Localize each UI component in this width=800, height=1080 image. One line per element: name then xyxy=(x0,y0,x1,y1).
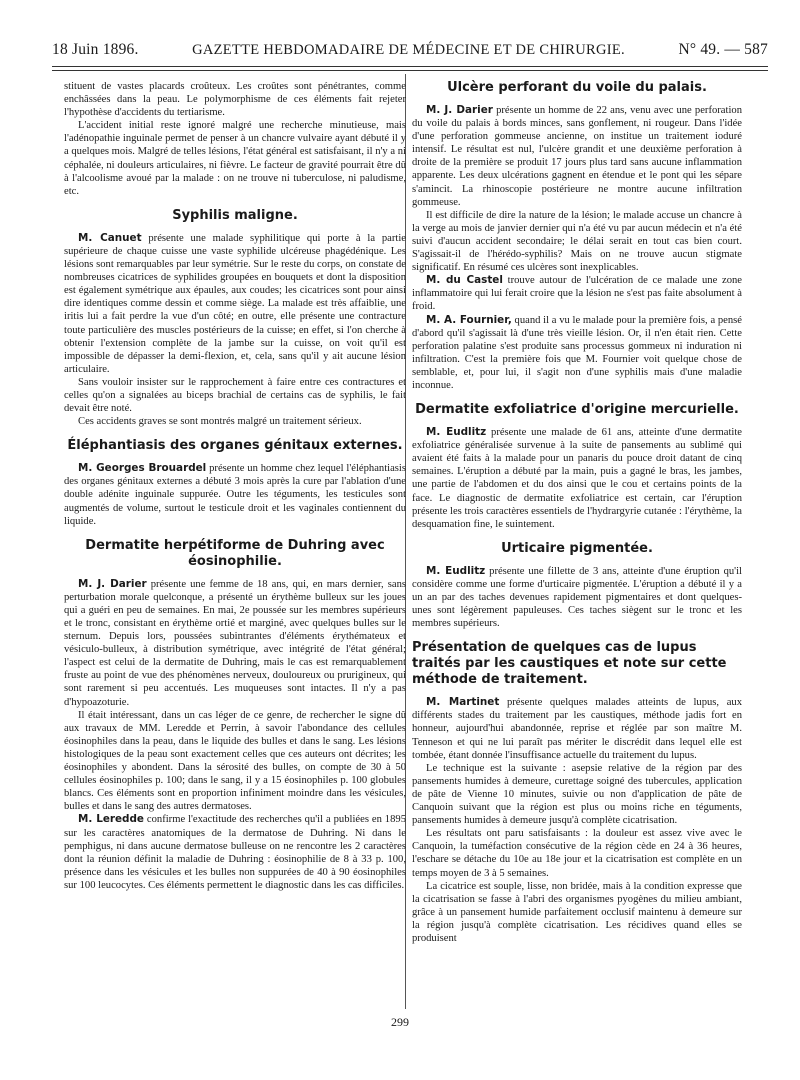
page-header xyxy=(52,38,768,62)
speaker-name: M. Eudlitz xyxy=(426,564,486,577)
speaker-name: M. Georges Brouardel xyxy=(78,462,207,475)
speaker-name: M. J. Darier xyxy=(78,577,147,590)
speaker-name: M. A. Fournier, xyxy=(426,313,512,326)
speaker-name: M. Canuet xyxy=(78,231,142,244)
paragraph xyxy=(412,274,742,313)
paragraph: La cicatrice est souple, lisse, non bridée, mais à la condition expresse que la cicatrisation se fasse à l'abri des organismes pyogènes du milieu ambiant, grâce à un pansement humide parfaitement occlusif maintenu à demeure sur la région jusqu'à complète cicatrisation. Les récidives quand elles se produisent xyxy=(412,880,742,944)
section-heading-urticaire: Urticaire pigmentée. xyxy=(501,540,653,556)
paragraph: stituent de vastes placards croûteux. Les croûtes sont pénétrantes, comme enchâssées dans la peau. Le polymorphisme de ces éléments fait rejeter l'hypothèse d'accidents du tertiarisme. xyxy=(64,81,406,119)
paragraph-text: présente quelques malades atteints de lupus, aux différents stades du traitement par les caustiques, méthode jadis fort en honneur, aujourd'hui abandonnée, reprise et réglée par son maître M. Tenneson et qui ne lui paraît pas mériter le discrédit dans lequel elle est tombée, étant donnée l'insuffisance actuelle du traitement du lupus. xyxy=(412,697,742,761)
paragraph: Ces accidents graves se sont montrés malgré un traitement sérieux. xyxy=(78,416,362,428)
header-rule-bottom xyxy=(52,70,768,71)
speaker-name: M. Eudlitz xyxy=(426,426,487,439)
paragraph-text: trouve autour de l'ulcération de ce malade une zone inflammatoire qui lui ferait croire que la lésion ne s'est pas faite absolument à froid. xyxy=(412,275,742,313)
paragraph: Les résultats ont paru satisfaisants : la douleur est assez vive avec le Canquoin, la tuméfaction consécutive de la région cède en 24 à 36 heures, l'eschare se détache du 10e au 18e jour et la cicatrisation est complète en un temps moyen de 3 à 5 semaines. xyxy=(412,828,742,879)
issue-number: N° 49. — 587 xyxy=(678,41,768,58)
speaker-name: M. Martinet xyxy=(426,696,500,709)
paragraph-text: présente une malade syphilitique qui porte à la partie supérieure de chaque cuisse une vaste syphilide ulcéreuse phagédénique. Les lésions sont remarquables par leur symétrie. Sur le reste du corps, on constate de nombreuses cicatrices de syphilides groupées en bouquets et dont la disposition est également symétrique aux épaules, aux coudes; les cicatrices sont pour ainsi dire identiques comme dessin et comme siège. La malade est très affaiblie, une iritis lui a fait perdre la vue d'un côté; en outre, elle présente une contracture toute particulière des muscles postérieurs de la cuisse; en effet, si l'on cherche à obtenir l'extension complète de la jambe sur la cuisse, on voit qu'il est impossible de dépasser la demi-flexion, et, cela, sans qu'il y ait aucune lésion articulaire. xyxy=(64,232,406,375)
paragraph xyxy=(412,426,742,531)
section-heading-duhring: Dermatite herpétiforme de Duhring avec éosinophilie. xyxy=(85,537,385,569)
page-number: 299 xyxy=(391,1015,409,1029)
header-rule-top xyxy=(52,66,768,67)
paragraph xyxy=(64,232,406,376)
paragraph xyxy=(64,813,406,892)
section-heading-elephantiasis: Éléphantiasis des organes génitaux externes. xyxy=(67,438,403,454)
paragraph xyxy=(64,462,406,527)
paragraph: L'accident initial reste ignoré malgré une recherche minutieuse, mais l'adénopathie inguinale permet de penser à un chancre vulvaire ayant débuté il y a quelques mois. Malgré de telles lésions, l'état général est satisfaisant, il n'y a ni céphalée, ni douleurs articulaires, ni fièvre. Le facteur de gravité pourrait être dû à l'alcoolisme avoué par la malade : on ne trouve ni tuberculose, ni paludisme, etc. xyxy=(64,120,406,197)
header-date: 18 Juin 1896. xyxy=(52,41,139,58)
paragraph xyxy=(412,565,742,630)
paragraph-text: confirme l'exactitude des recherches qu'il a publiées en 1895 sur les caractères anatomiques de la dermatose de Duhring. Ni dans le pemphigus, ni dans aucune dermatose bulleuse on ne rencontre les 2 caractères dont la réunion définit la maladie de Duhring : éosinophilie de 8 à 33 p. 100, présence dans les vésicules et les bulles non suppurées de 40 à 90 éosinophiles sur 100 leucocytes. Ces éléments permettent le diagnostic dans les cas difficiles. xyxy=(64,814,406,891)
paragraph-text: quand il a vu le malade pour la première fois, a pensé d'abord qu'il s'agissait là d'une très vieille lésion. Or, il n'en était rien. Cette perforation palatine s'est produite sans processus gommeux ni induration ni infiltration. C'est la première fois que M. Fournier voit quelque chose de semblable, et, pour lui, il s'agit non d'une syphilis mais d'une maladie inconnue. xyxy=(412,314,743,391)
paragraph xyxy=(412,314,742,393)
journal-title: GAZETTE HEBDOMADAIRE DE MÉDECINE ET DE CHIRURGIE. xyxy=(192,41,625,58)
section-heading-syphilis: Syphilis maligne. xyxy=(172,207,298,223)
paragraph: Sans vouloir insister sur le rapprochement à faire entre ces contractures et celles qu'on a signalées au biceps brachial de certains cas de syphilis, le fait devait être noté. xyxy=(64,376,406,415)
paragraph-text: présente une fillette de 3 ans, atteinte d'une éruption qu'il considère comme une forme d'urticaire pigmentée. L'éruption a débuté il y a un an par des taches devenues rapidement pigmentaires et dont quelques-unes sont légèrement papuleuses. Ces taches siègent sur le tronc et les membres supérieurs. xyxy=(412,565,742,630)
paragraph: Le technique est la suivante : asepsie relative de la région par des pansements humides à demeure, curettage soigné des tubercules, application de pâte de Vienne 10 minutes, suivie ou non d'application de pâte de Canquoin suivant que la région est plus ou moins riche en téguments, pansements humides à demeure jusqu'à complète cicatrisation. xyxy=(412,762,742,827)
paragraph-text: présente un homme chez lequel l'éléphantiasis des organes génitaux externes a débuté 3 mois après la cure par l'ablation d'une double adénite inguinale suppurée. Outre les téguments, les testicules sont augmentés de volume, surtout le testicule droit et les vaginales contiennent du liquide. xyxy=(64,463,406,527)
speaker-name: M. du Castel xyxy=(426,274,503,287)
left-column xyxy=(64,80,406,892)
paragraph xyxy=(412,104,742,209)
section-heading-dermatite: Dermatite exfoliatrice d'origine mercurielle. xyxy=(415,402,739,418)
paragraph-text: présente une femme de 18 ans, qui, en mars dernier, sans perturbation morale quelconque, a présenté un érythème bulleux sur les joues qui a guéri en peu de semaines. En mai, 2e poussée sur les membres supérieurs et le tronc, consistant en érythème ortié et marginé, avec quelques bulles sur le sternum. Depuis lors, poussées subintrantes d'éléments érythémateux et vésiculo-bulleux, à distribution symétrique, avec intégrité de l'état général; l'aspect est celui de la dermatite de Duhring, mais le cas est remarquablement fruste au point de vue des phénomènes nerveux, douloureux ou prurigineux, qui sont rarement si peu accentués. Les muqueuses sont intactes. Il n'y a pas d'hypoazoturie. xyxy=(64,578,406,708)
speaker-name: M. J. Darier xyxy=(426,104,493,116)
section-heading-lupus: Présentation de quelques cas de lupus traités par les caustiques et note sur cette méthode de traitement. xyxy=(412,640,727,688)
right-column xyxy=(412,80,742,945)
paragraph xyxy=(412,696,742,761)
paragraph xyxy=(64,578,406,709)
paragraph: Il est difficile de dire la nature de la lésion; le malade accuse un chancre à la verge au mois de janvier dernier qui n'a été vu par aucun médecin et n'a été suivi d'aucun accident secondaire; le délai serait en tout cas bien court. S'agissait-il de l'hérédo-syphilis? Mais on ne trouve aucun stigmate significatif. En résumé ces ulcères sont inexplicables. xyxy=(412,209,742,274)
speaker-name: M. Leredde xyxy=(78,813,144,826)
paragraph: Il était intéressant, dans un cas léger de ce genre, de rechercher le signe dû aux travaux de MM. Leredde et Perrin, à savoir l'abondance des cellules éosinophiles dans la peau, dans le liquide des bulles et dans le sang. Les lésions histologiques de la peau sont exactement celles que ces auteurs ont décrites; les éosinophiles y abondent. Dans la sérosité des bulles, on compte de 30 à 50 cellules éosinophiles p. 100; dans le sang, il y a 15 éosinophiles p. 100 globules blancs. Ces éléments sont en proportion infiniment moindre dans les vésicules, bulles et dans le sang des autres dermatoses. xyxy=(64,709,406,813)
paragraph-text: présente un homme de 22 ans, venu avec une perforation du voile du palais à bords minces, sans gonflement, ni rougeur. Dans l'idée d'une perforation gommeuse ancienne, on institue un traitement ioduré intensif. Le résultat est nul, l'ulcère grandit et une deuxième perforation à droite de la première se produit 17 jours plus tard sans aucune inflammation apparente. Les deux ulcérations gagnent en étendue et le pont qui les sépare s'amincit. La rhinoscopie postérieure ne montre aucune infiltration gommeuse. xyxy=(412,105,742,208)
section-heading-ulcere: Ulcère perforant du voile du palais. xyxy=(447,80,707,95)
paragraph-text: présente une malade de 61 ans, atteinte d'une dermatite exfoliatrice généralisée survenue à la suite de pansements au sublimé qui avaient été faits à la malade pour un panaris du pouce droit datant de cinq semaines. L'éruption a débuté par la main, puis a gagné le bras, les jambes, une partie de l'abdomen et du dos ainsi que le cou et certains points de la face. Le diagnostic de dermatite exfoliatrice est certain, car l'éruption présente les trois caractères essentiels de l'hydrargyrie cutanée : l'érythème, la desquamation fine, le suintement. xyxy=(412,427,742,530)
